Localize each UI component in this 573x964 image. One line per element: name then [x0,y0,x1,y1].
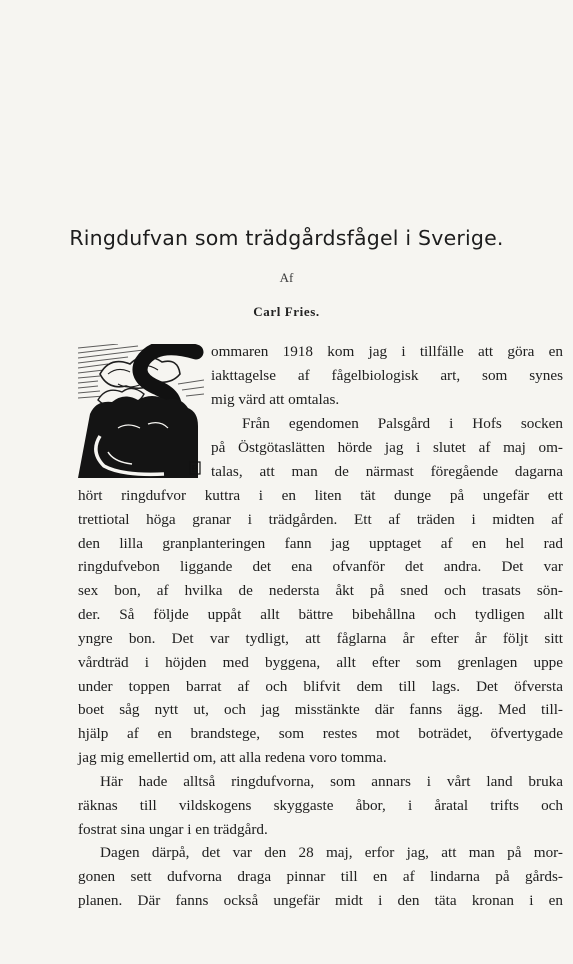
drop-cap-illustration [78,344,204,478]
text-line-21: fostrat sina ungar i en trädgård. [78,821,268,838]
text-line-22: Dagen därpå, det var den 28 maj, erfor jag, att man på mor- [100,844,563,861]
text-line-18: jag mig emellertid om, att alla redena voro tomma. [78,749,387,766]
text-line-8: trettiotal höga granar i trädgården. Ett af träden i midten af [78,511,563,528]
text-line-15: under toppen barrat af och blifvit dem till lags. Det öfversta [78,678,563,695]
text-line-16: boet såg nytt ut, och jag misstänkte där fanns ägg. Med till- [78,701,563,718]
text-line-1: ommaren 1918 kom jag i tillfälle att göra en [211,343,563,360]
byline-prefix: Af [279,270,294,285]
text-line-24: planen. Där fanns också ungefär midt i den täta kronan i en [78,892,563,909]
text-line-10: ringdufvebon liggande det ena ofvanför det andra. Det var [78,558,563,575]
text-line-2: iakttagelse af fågelbiologisk art, som synes [211,367,563,384]
text-line-12: der. Så följde uppåt allt bättre bibehållna och tydligen allt [78,606,563,623]
drop-cap-s-bird-vignette [78,344,204,478]
text-line-19: Här hade alltså ringdufvorna, som annars i vårt land bruka [100,773,563,790]
text-line-6: talas, att man de närmast föregående dagarna [211,463,563,480]
text-line-9: den lilla granplanteringen fann jag upptaget af en hel rad [78,535,563,552]
author-name: Carl Fries. [253,304,320,319]
text-line-17: hjälp af en brandstege, som restes mot boträdet, öfvertygade [78,725,563,742]
text-line-4: Från egendomen Palsgård i Hofs socken [242,415,563,432]
text-line-3: mig värd att omtalas. [211,391,340,408]
text-line-7: hört ringdufvor kuttra i en liten tät dunge på ungefär ett [78,487,563,504]
text-line-11: sex bon, af hvilka de nedersta åkt på sned och trasats sön- [78,582,563,599]
article-title: Ringdufvan som trädgårdsfågel i Sverige. [69,226,504,250]
text-line-14: vårdträd i höjden med byggena, allt efter som grenlagen uppe [78,654,563,671]
text-line-13: yngre bon. Det var tydligt, att fåglarna år efter år följt sitt [78,630,563,647]
svg-text:B: B [191,464,199,475]
text-line-5: på Östgötaslätten hörde jag i slutet af maj om- [211,439,563,456]
text-line-23: gonen sett dufvorna draga pinnar till en af lindarna på gårds- [78,868,563,885]
text-line-20: räknas till vildskogens skyggaste åbor, i åratal trifts och [78,797,563,814]
